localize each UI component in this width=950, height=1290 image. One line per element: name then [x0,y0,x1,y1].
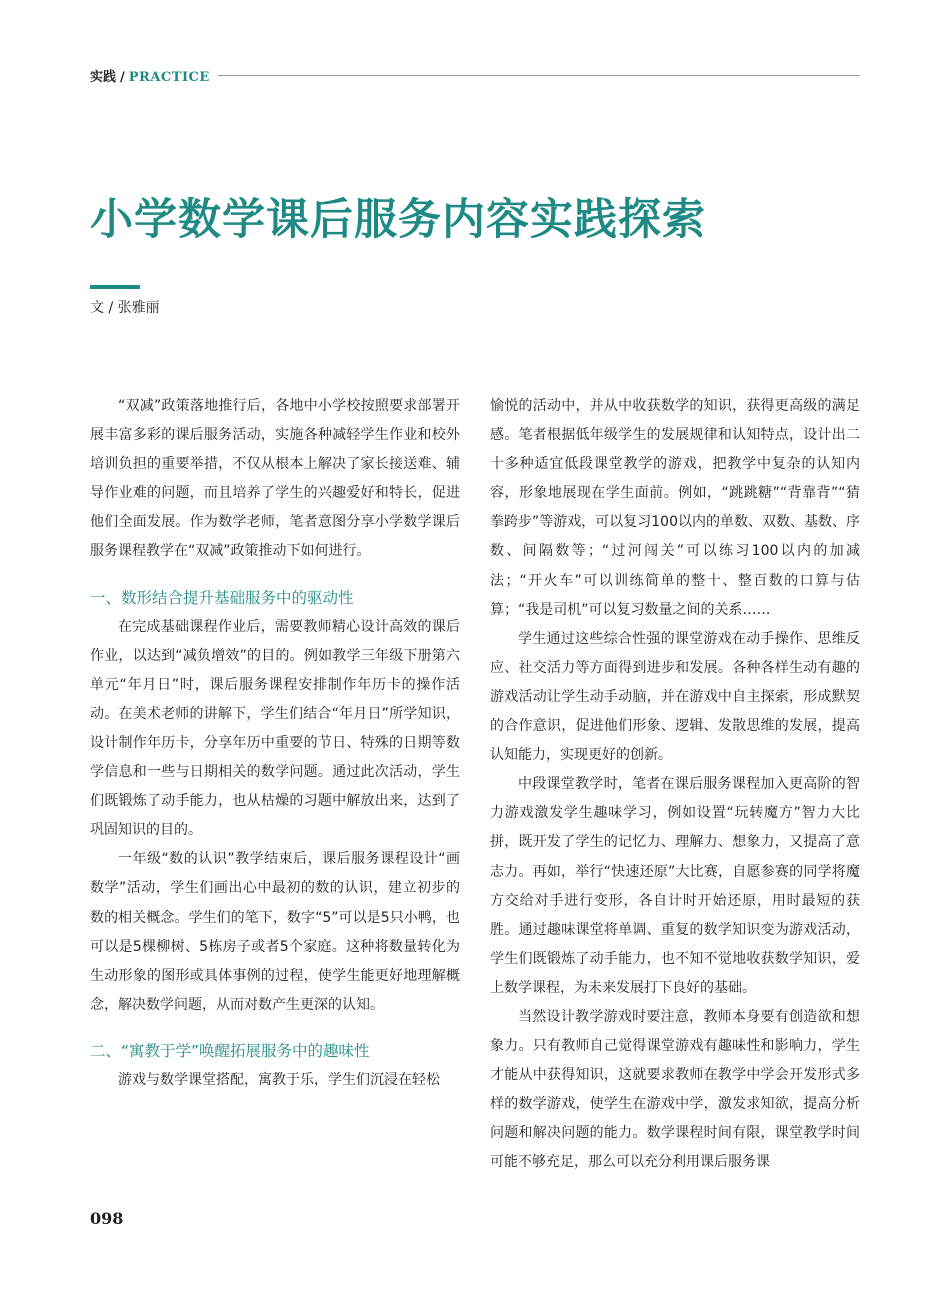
section-heading-2: 二、“寓教于学”唤醒拓展服务中的趣味性 [90,1041,370,1060]
header-rule [218,75,860,76]
body-paragraph: 中段课堂教学时，笔者在课后服务课程加入更高阶的智力游戏激发学生趣味学习，例如设置“玩转魔方”智力大比拼，既开发了学生的记忆力、理解力、想象力，又提高了意志力。再如，举行“快速还原”大比赛，自愿参赛的同学将魔方交给对手进行变形，各自计时开始还原，用时最短的获胜。通过趣味课堂将单调、重复的数学知识变为游戏活动，学生们既锻炼了动手能力，也不知不觉地收获数学知识，爱上数学课程，为未来发展打下良好的基础。 [490,776,860,996]
section-label-cn: 实践 [90,70,117,85]
body-paragraph: 游戏与数学课堂搭配，寓教于乐，学生们沉浸在轻松 [118,1071,440,1088]
section-label-en: PRACTICE [128,70,210,85]
right-column [490,392,860,1178]
author-byline: 文 / 张雅丽 [90,300,160,316]
body-paragraph: 当然设计教学游戏时要注意，教师本身要有创造欲和想象力。只有教师自己觉得课堂游戏有趣味性和影响力，学生才能从中获得知识，这就要求教师在教学中学会开发形式多样的数学游戏，使学生在游戏中学，激发求知欲，提高分析问题和解决问题的能力。数学课程时间有限，课堂教学时间可能不够充足，那么可以充分利用课后服务课 [490,1008,860,1171]
section-label-separator: / [120,70,125,85]
title-accent-bar [90,285,140,289]
intro-paragraph: “双减”政策落地推行后，各地中小学校按照要求部署开展丰富多彩的课后服务活动，实施各种减轻学生作业和校外培训负担的重要举措，不仅从根本上解决了家长接送难、辅导作业难的问题，而且培养了学生的兴趣爱好和特长，促进他们全面发展。作为数学老师，笔者意图分享小学数学课后服务课程教学在“双减”政策推动下如何进行。 [90,398,460,560]
body-paragraph: 一年级“数的认识”教学结束后，课后服务课程设计“画数学”活动，学生们画出心中最初的数的认识，建立初步的数的相关概念。学生们的笔下，数字“5”可以是5只小鸭，也可以是5棵柳树、5栋房子或者5个家庭。这种将数量转化为生动形象的图形或具体事例的过程，使学生能更好地理解概念，解决数学问题，从而对数产生更深的认知。 [90,851,460,1013]
body-paragraph-continued: 愉悦的活动中，并从中收获数学的知识，获得更高级的满足感。笔者根据低年级学生的发展规律和认知特点，设计出二十多种适宜低段课堂教学的游戏，把教学中复杂的认知内容，形象地展现在学生面前。例如，“跳跳糖”“背靠背”“猜拳跨步”等游戏，可以复习100以内的单数、双数、基数、序数、间隔数等；“过河闯关”可以练习100以内的加减法；“开火车”可以训练简单的整十、整百数的口算与估算；“我是司机”可以复习数量之间的关系…… [490,398,860,618]
body-paragraph: 学生通过这些综合性强的课堂游戏在动手操作、思维反应、社交活力等方面得到进步和发展。各种各样生动有趣的游戏活动让学生动手动脑，并在游戏中自主探索，形成默契的合作意识，促进他们形象、逻辑、发散思维的发展，提高认知能力，实现更好的创新。 [490,630,860,764]
section-label [90,66,210,85]
left-column [90,392,460,1095]
page-number: 098 [90,1209,124,1228]
article-title: 小学数学课后服务内容实践探索 [90,195,706,245]
running-header [90,66,860,86]
body-paragraph: 在完成基础课程作业后，需要教师精心设计高效的课后作业，以达到“减负增效”的目的。例如教学三年级下册第六单元“年月日”时，课后服务课程安排制作年历卡的操作活动。在美术老师的讲解下，学生们结合“年月日”所学知识，设计制作年历卡，分享年历中重要的节日、特殊的日期等数学信息和一些与日期相关的数学问题。通过此次活动，学生们既锻炼了动手能力，也从枯燥的习题中解放出来，达到了巩固知识的目的。 [90,618,460,839]
section-heading-1: 一、数形结合提升基础服务中的驱动性 [90,588,354,607]
